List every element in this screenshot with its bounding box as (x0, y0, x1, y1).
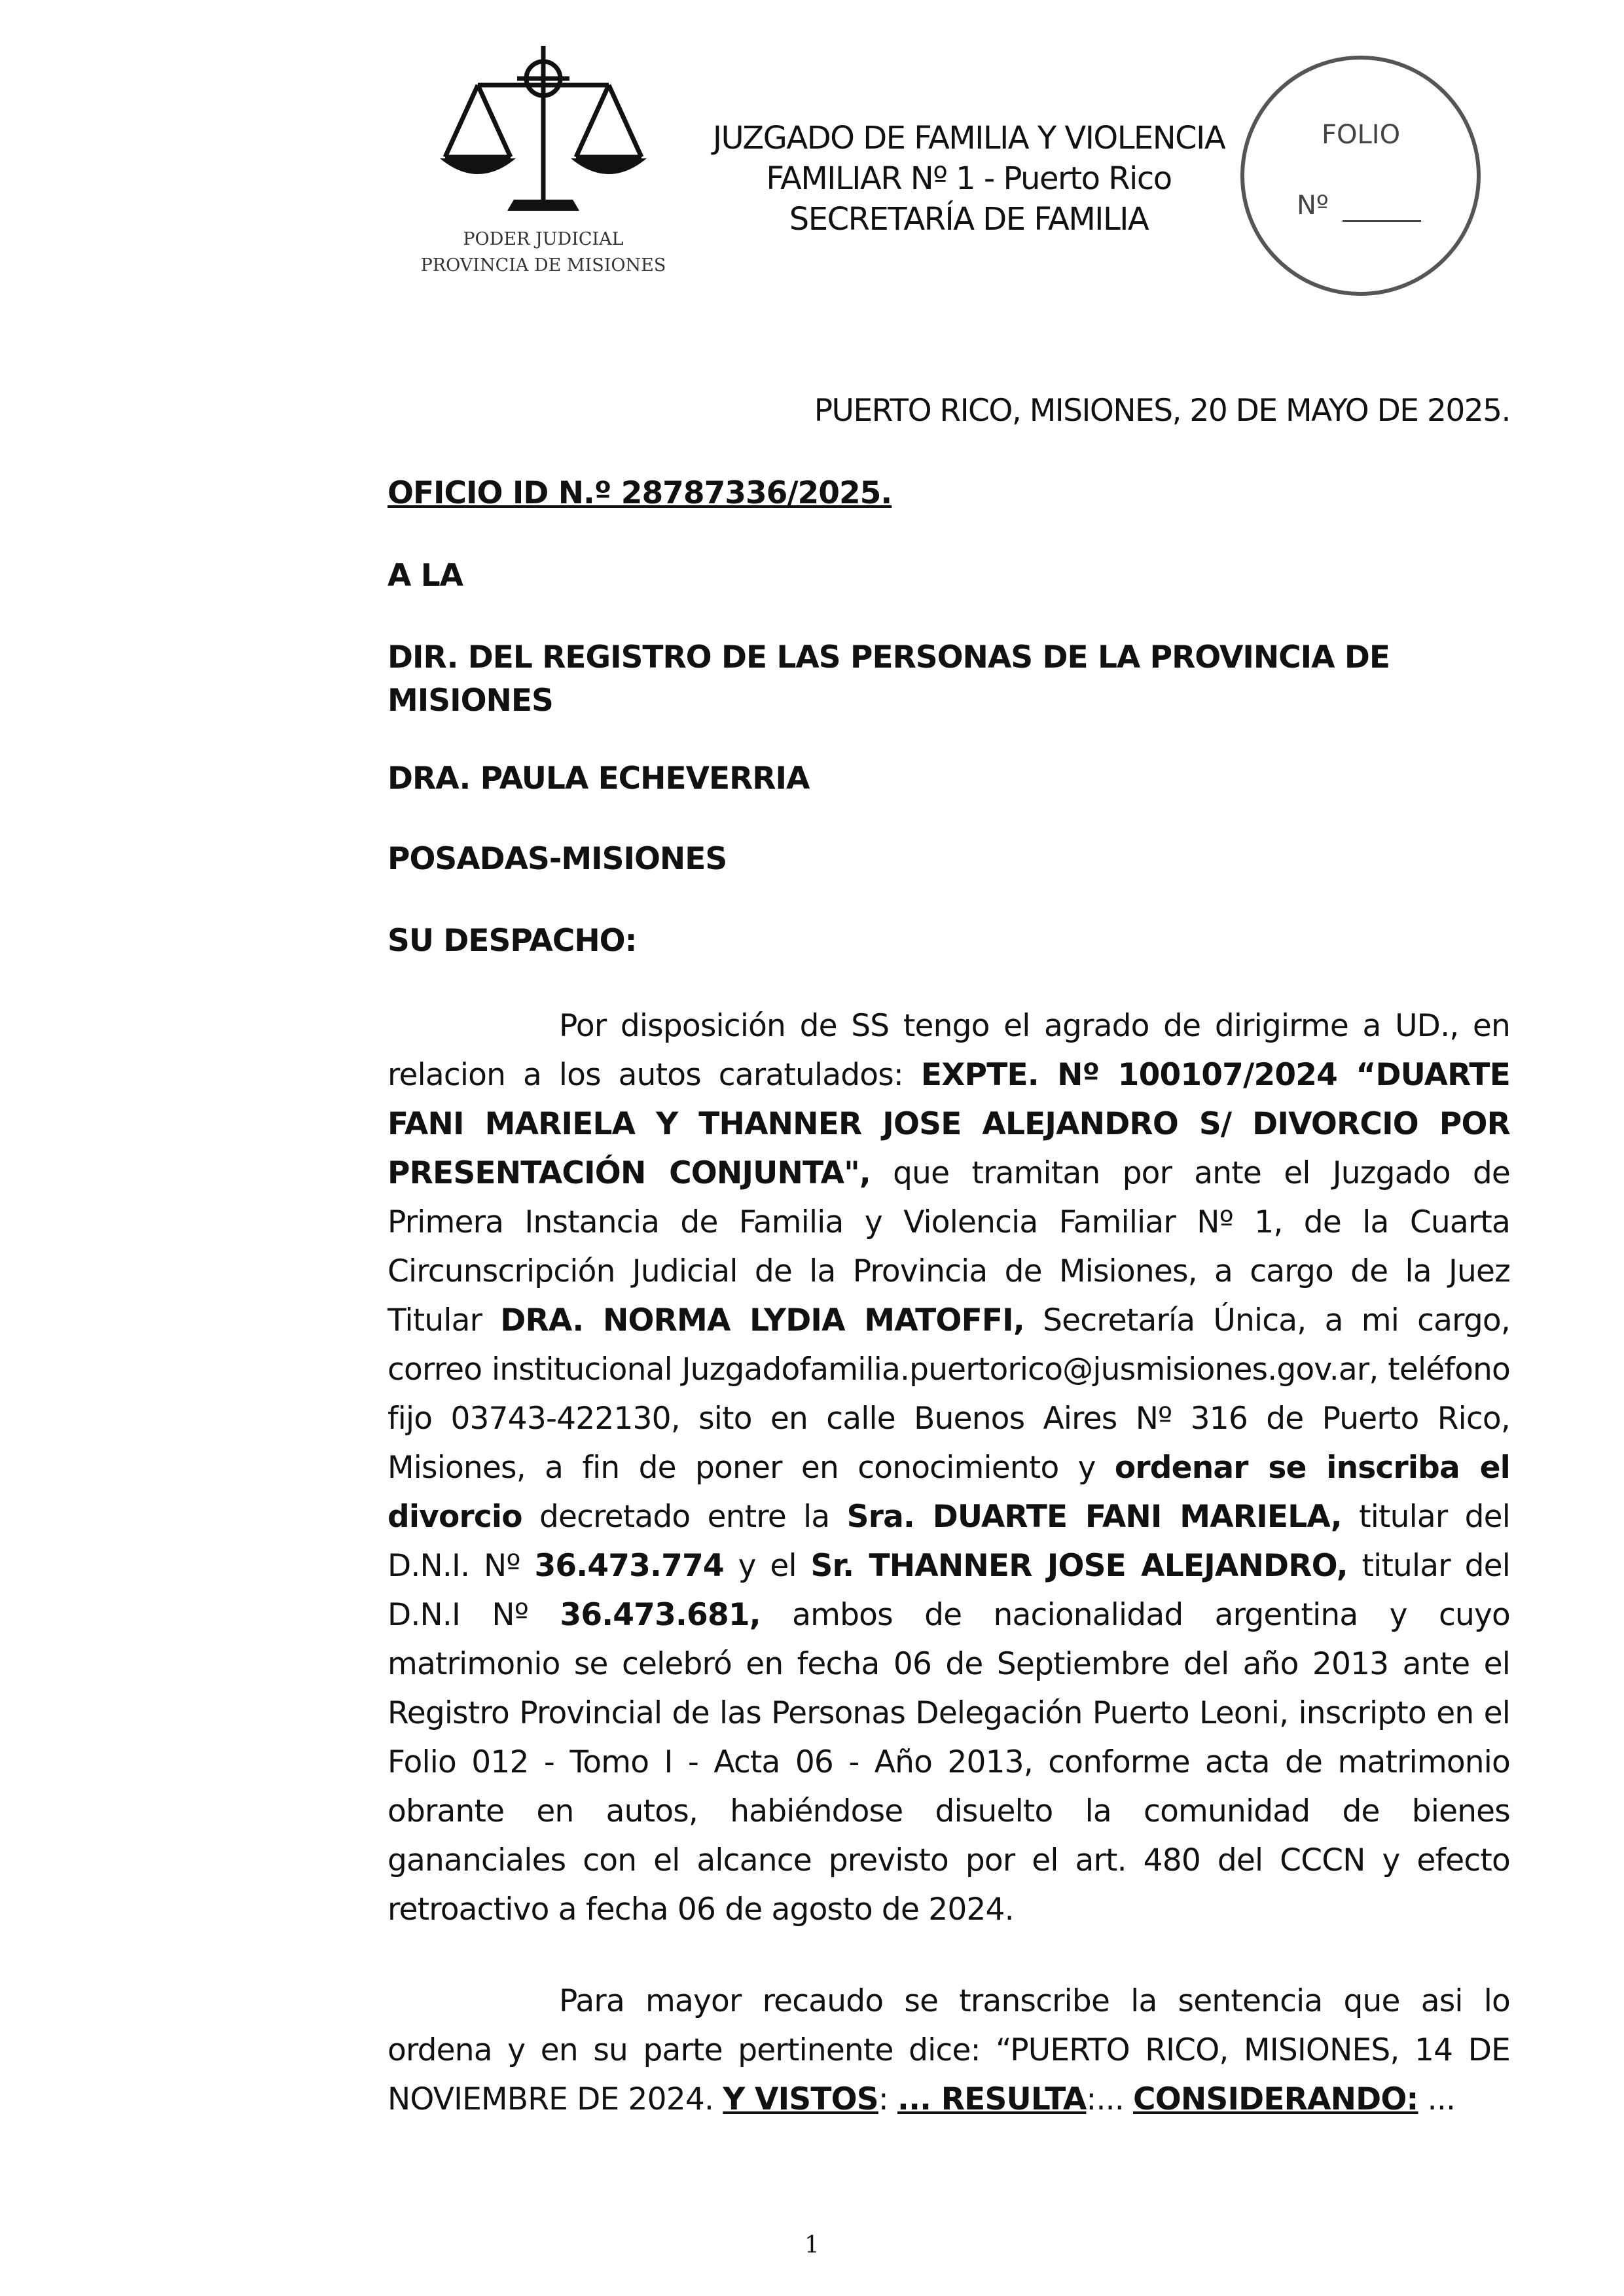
p1-party-2: Sr. THANNER JOSE ALEJANDRO, (810, 1548, 1348, 1584)
p1-text-3: Secretaría Única, a mi cargo, correo institucional Juzgadofamilia.puertorico@jusmisiones.gov.ar, teléfono fijo 03743-422130, sito en calle Buenos Aires Nº 316 de Puerto Rico, Misiones, a fin de poner en conocimiento y (388, 1302, 1510, 1486)
court-line-2: FAMILIAR Nº 1 - Puerto Rico (766, 160, 1172, 197)
p1-text-2: que tramitan por ante el Juzgado de Primera Instancia de Familia y Violencia Familiar Nº 1, de la Cuarta Circunscripción Judicial de la Provincia de Misiones, a cargo de la Juez Titular (388, 1155, 1510, 1338)
p1-party-1: Sra. DUARTE FANI MARIELA, (846, 1499, 1342, 1535)
logo-text-line-1: PODER JUDICIAL (463, 229, 624, 249)
p1-expediente: EXPTE. Nº 100107/2024 “DUARTE FANI MARIELA Y THANNER JOSE ALEJANDRO S/ DIVORCIO POR PRESENTACIÓN CONJUNTA", (388, 1057, 1510, 1191)
p1-order: ordenar se inscriba el divorcio (388, 1450, 1510, 1535)
p2-resulta: ... RESULTA (897, 2081, 1087, 2117)
addressee-to: A LA (388, 558, 463, 594)
p1-dni-2: 36.473.681, (560, 1597, 761, 1633)
body-paragraph-1 (388, 1001, 1510, 1934)
p1-text-4: decretado entre la (522, 1499, 847, 1535)
p1-text-8: ambos de nacionalidad argentina y cuyo matrimonio se celebró en fecha 06 de Septiembre del año 2013 ante el Registro Provincial de las Personas Delegación Puerto Leoni, inscripto en el Folio 012 - Tomo I - Acta 06 - Año 2013, conforme acta de matrimonio obrante en autos, habiéndose disuelto la comunidad de bienes gananciales con el alcance previsto por el art. 480 del CCCN y efecto retroactivo a fecha 06 de agosto de 2024. (388, 1597, 1511, 1928)
p1-judge: DRA. NORMA LYDIA MATOFFI, (500, 1302, 1024, 1338)
p1-text-7: titular del D.N.I Nº (388, 1548, 1510, 1633)
p2-text-4: ... (1418, 2081, 1456, 2117)
page-number: 1 (804, 2232, 820, 2259)
judicial-logo (406, 39, 681, 295)
scales-of-justice-icon (432, 39, 655, 223)
addressee-place: POSADAS-MISIONES (388, 841, 727, 877)
folio-title: FOLIO (1322, 120, 1401, 150)
folio-number-label: Nº (1297, 190, 1329, 221)
court-header (668, 118, 1270, 240)
logo-text-line-2: PROVINCIA DE MISIONES (420, 255, 666, 276)
folio-stamp (1240, 56, 1481, 296)
addressee-entity: DIR. DEL REGISTRO DE LAS PERSONAS DE LA PROVINCIA DE MISIONES (388, 639, 1390, 719)
p2-text-1: Para mayor recaudo se transcribe la sentencia que asi lo ordena y en su parte pertinente dice: “PUERTO RICO, MISIONES, 14 DE NOVIEMBRE DE 2024. (388, 1983, 1510, 2117)
addressee-office: SU DESPACHO: (388, 923, 637, 959)
p1-text-5: titular del D.N.I. Nº (388, 1499, 1510, 1584)
oficio-id: OFICIO ID N.º 28787336/2025. (388, 475, 892, 511)
p2-considerando: CONSIDERANDO: (1133, 2081, 1418, 2117)
p2-y-vistos: Y VISTOS (723, 2081, 878, 2117)
date-line: PUERTO RICO, MISIONES, 20 DE MAYO DE 2025. (814, 393, 1510, 429)
p1-text-1: Por disposición de SS tengo el agrado de dirigirme a UD., en relacion a los autos caratulados: (388, 1008, 1510, 1093)
court-line-1: JUZGADO DE FAMILIA Y VIOLENCIA (712, 120, 1225, 156)
p1-dni-1: 36.473.774 (534, 1548, 724, 1584)
folio-number-blank (1343, 220, 1421, 222)
addressee-person: DRA. PAULA ECHEVERRIA (388, 761, 810, 797)
p2-text-3: :... (1086, 2081, 1134, 2117)
body-paragraph-2 (388, 1977, 1510, 2124)
p2-text-2: : (878, 2081, 898, 2117)
court-line-3: SECRETARÍA DE FAMILIA (789, 201, 1149, 238)
p1-text-6: y el (723, 1548, 811, 1584)
